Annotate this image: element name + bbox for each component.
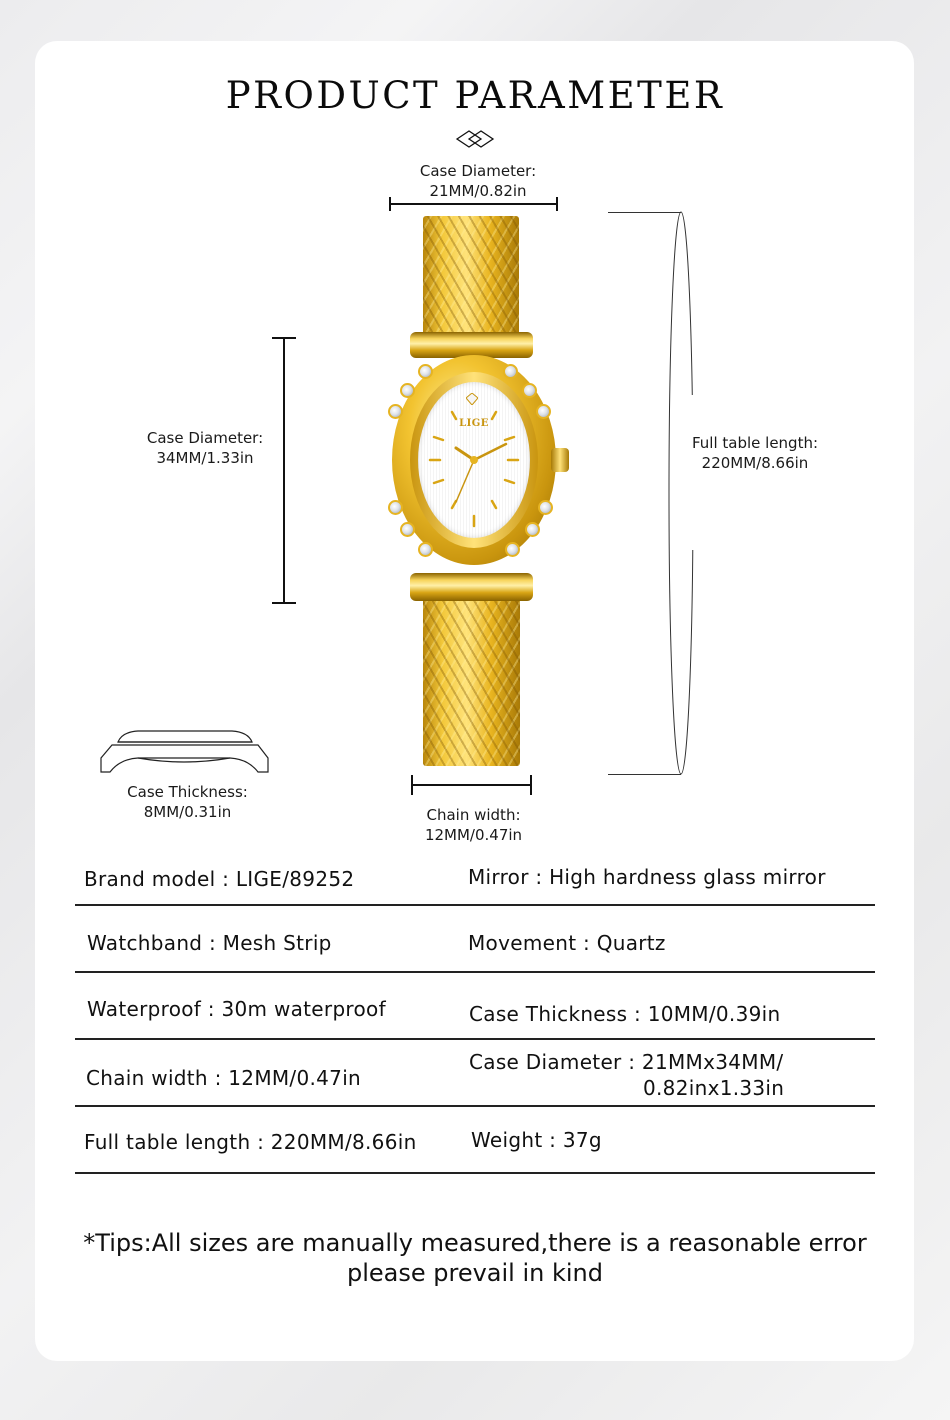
brand-logo: LIGE [459, 418, 489, 429]
gem-icon [400, 522, 415, 537]
watch-crown [551, 448, 569, 472]
table-divider [75, 1038, 875, 1040]
watch-strap-bottom [423, 600, 520, 766]
case-width-dimension-line [389, 203, 558, 205]
spec-chain-width: Chain width : 12MM/0.47in [86, 1066, 362, 1090]
table-divider [75, 1105, 875, 1107]
gem-icon [388, 404, 403, 419]
gem-icon [505, 542, 520, 557]
dimension-tick [530, 775, 532, 795]
full-length-label: Full table length: 220MM/8.66in [691, 434, 819, 472]
dimension-tick [389, 197, 391, 211]
watch-lug-bottom [410, 573, 533, 601]
spec-case-diameter: Case Diameter : 21MMx34MM/ [469, 1050, 784, 1074]
dimension-tick [411, 775, 413, 795]
gem-icon [536, 404, 551, 419]
chain-width-dimension-line [411, 784, 532, 786]
spec-waterproof: Waterproof : 30m waterproof [87, 997, 386, 1021]
spec-case-diameter-line2: 0.82inx1.33in [643, 1076, 785, 1100]
gem-icon [418, 364, 433, 379]
table-divider [75, 904, 875, 906]
spec-case-thickness: Case Thickness : 10MM/0.39in [469, 1002, 781, 1026]
gem-icon [388, 500, 403, 515]
table-divider [75, 971, 875, 973]
spec-weight: Weight : 37g [471, 1128, 602, 1152]
tips-line-1: *Tips:All sizes are manually measured,there is a reasonable error [83, 1229, 867, 1257]
double-diamond-icon [455, 129, 495, 149]
gem-icon [400, 383, 415, 398]
gem-icon [503, 364, 518, 379]
case-height-dimension-line [283, 338, 285, 604]
dimension-tick [272, 602, 296, 604]
case-height-label: Case Diameter: 34MM/1.33in [146, 429, 264, 467]
dimension-tick [556, 197, 558, 211]
spec-mirror: Mirror : High hardness glass mirror [468, 865, 826, 889]
page-title: PRODUCT PARAMETER [225, 74, 725, 117]
tips-line-2: please prevail in kind [346, 1259, 603, 1287]
dimension-tick [272, 337, 296, 339]
table-divider [75, 1172, 875, 1174]
case-thickness-label: Case Thickness: 8MM/0.31in [127, 783, 248, 821]
case-thickness-profile-icon [98, 724, 270, 774]
gem-icon [418, 542, 433, 557]
case-width-label: Case Diameter: 21MM/0.82in [419, 162, 537, 200]
spec-watchband: Watchband : Mesh Strip [87, 931, 332, 955]
spec-brand-model: Brand model : LIGE/89252 [84, 867, 355, 891]
chain-width-label: Chain width: 12MM/0.47in [424, 806, 523, 844]
spec-full-length: Full table length : 220MM/8.66in [84, 1130, 417, 1154]
gem-icon [538, 500, 553, 515]
watch-hands-and-markers [418, 382, 530, 538]
watch-strap-top [423, 216, 519, 336]
spec-movement: Movement : Quartz [468, 931, 666, 955]
